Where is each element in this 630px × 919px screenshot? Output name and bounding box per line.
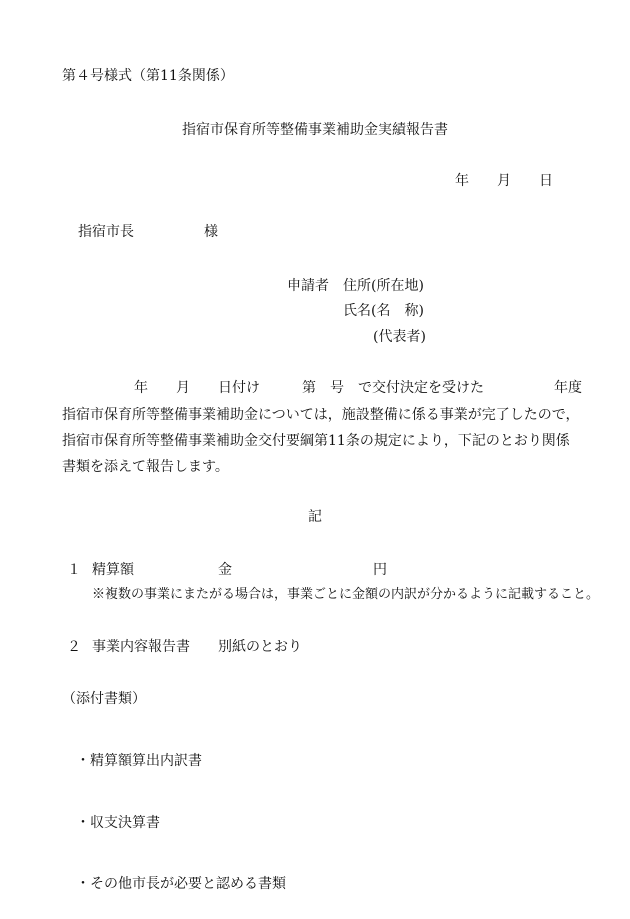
document-title: 指宿市保育所等整備事業補助金実績報告書 xyxy=(182,122,448,138)
attachment-item: ・その他市長が必要と認める書類 xyxy=(76,876,286,892)
item-1-label: 精算額 xyxy=(92,562,134,578)
body-text-line-3: 指宿市保育所等整備事業補助金交付要綱第11条の規定により，下記のとおり関係 xyxy=(62,433,570,449)
attachment-item: ・精算額算出内訳書 xyxy=(76,753,202,769)
attachments-heading: （添付書類） xyxy=(62,691,146,707)
ki-heading: 記 xyxy=(308,509,322,525)
body-text-line-2: 指宿市保育所等整備事業補助金については，施設整備に係る事業が完了したので， xyxy=(62,407,580,423)
date-line: 年 月 日 xyxy=(455,173,553,189)
applicant-address-label: 住所(所在地) xyxy=(343,278,424,294)
item-2-number: ２ xyxy=(67,639,81,655)
item-1-en: 円 xyxy=(373,562,387,578)
item-1-number: １ xyxy=(67,562,81,578)
item-2-label: 事業内容報告書 別紙のとおり xyxy=(92,639,302,655)
body-text-line-4: 書類を添えて報告します。 xyxy=(62,459,229,475)
addressee: 指宿市長 様 xyxy=(78,224,218,240)
body-text-line-1: 年 月 日付け 第 号 で交付決定を受けた 年度 xyxy=(134,380,582,396)
attachment-item: ・収支決算書 xyxy=(76,814,160,831)
attachments-list xyxy=(76,716,286,919)
item-1-note: ※複数の事業にまたがる場合は，事業ごとに金額の内訳が分かるように記載すること。 xyxy=(92,587,600,602)
form-number: 第４号様式（第11条関係） xyxy=(62,68,234,84)
applicant-name-label: 氏名(名 称) xyxy=(343,303,424,319)
applicant-representative-label: (代表者) xyxy=(373,329,426,345)
item-1-kin: 金 xyxy=(218,562,232,578)
applicant-label: 申請者 xyxy=(287,278,329,294)
